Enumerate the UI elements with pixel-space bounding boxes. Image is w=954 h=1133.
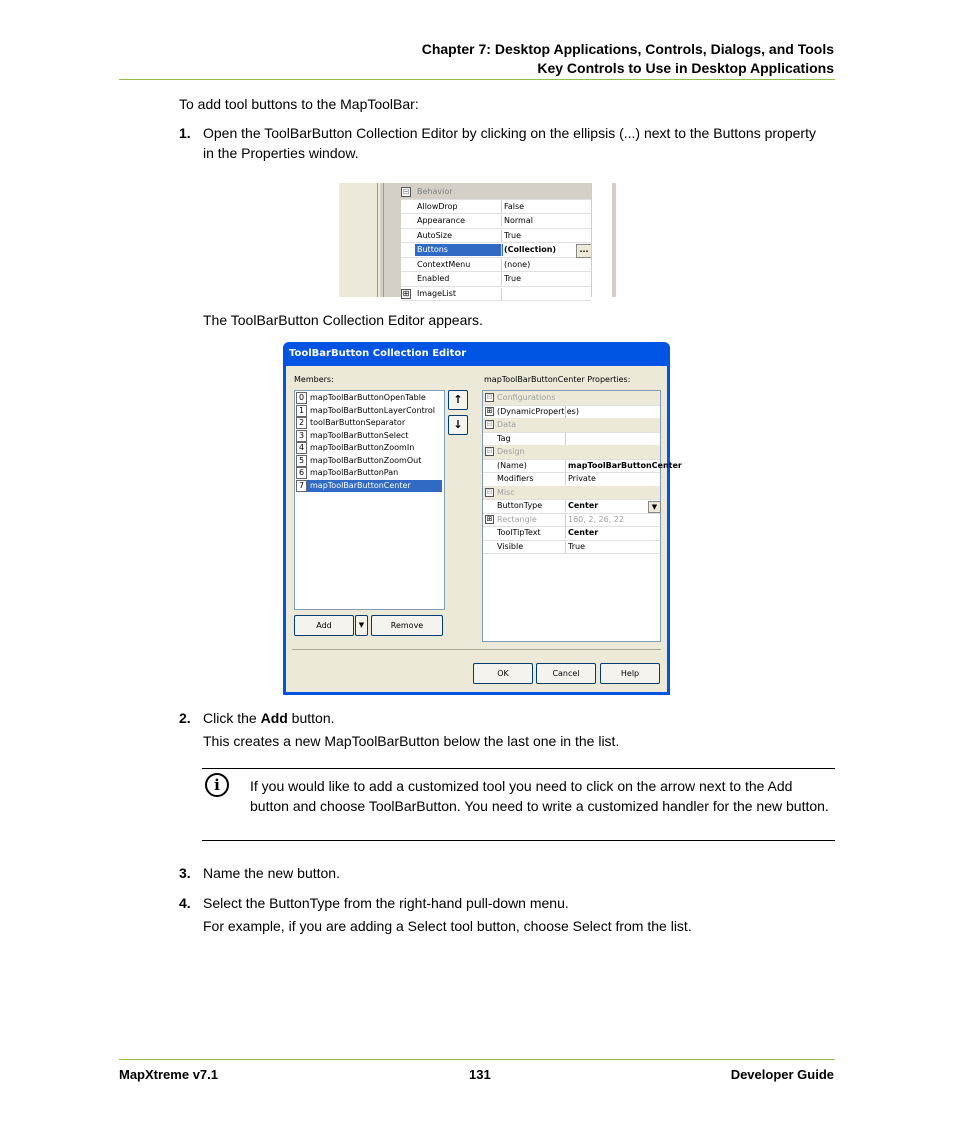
- list-item[interactable]: [296, 430, 442, 443]
- member-properties-grid[interactable]: [482, 390, 682, 642]
- property-value[interactable]: mapToolBarButtonCenter: [565, 460, 662, 472]
- property-row[interactable]: [483, 540, 660, 555]
- property-value[interactable]: (none): [501, 259, 592, 271]
- member-index: 3: [296, 430, 307, 442]
- property-key: ToolTipText: [497, 528, 541, 537]
- property-key: Modifiers: [497, 474, 534, 483]
- property-value[interactable]: [565, 433, 662, 445]
- members-list[interactable]: [294, 390, 445, 610]
- step-4-text: Select the ButtonType from the right-hand pull-down menu.: [203, 895, 569, 911]
- property-key: AutoSize: [417, 230, 452, 240]
- property-value: 160, 2, 26, 22: [565, 514, 662, 526]
- property-row[interactable]: [483, 472, 660, 487]
- property-row[interactable]: [483, 513, 660, 528]
- chapter-title: Chapter 7: Desktop Applications, Controls, Dialogs, and Tools: [421, 41, 834, 57]
- header-rule: [119, 79, 835, 80]
- step-4-number: 4.: [179, 895, 191, 911]
- properties-window-screenshot: [339, 183, 616, 297]
- step-1-number: 1.: [179, 125, 191, 141]
- property-key: Tag: [497, 433, 511, 443]
- member-index: 2: [296, 417, 307, 429]
- list-item[interactable]: [296, 405, 442, 418]
- collapse-icon[interactable]: ⊟: [486, 487, 493, 496]
- property-key: ContextMenu: [417, 259, 471, 269]
- property-value[interactable]: [565, 406, 662, 418]
- member-name: toolBarButtonSeparator: [310, 418, 406, 427]
- property-key: Misc: [497, 487, 515, 497]
- member-index: 1: [296, 405, 307, 417]
- property-key: Rectangle: [497, 514, 537, 524]
- chevron-down-icon[interactable]: ▼: [648, 501, 661, 513]
- property-value[interactable]: [501, 244, 592, 256]
- property-key: Design: [497, 447, 525, 456]
- property-key: Visible: [497, 541, 524, 551]
- editor-appears-text: The ToolBarButton Collection Editor appears.: [203, 312, 483, 328]
- note-bottom-rule: [202, 840, 835, 841]
- panel-divider: [383, 183, 384, 297]
- list-item[interactable]: [296, 467, 442, 480]
- property-key: Buttons: [415, 244, 503, 256]
- member-index: 5: [296, 455, 307, 467]
- arrow-down-icon: ↓: [453, 418, 463, 431]
- footer-rule: [119, 1059, 835, 1060]
- intro-text: To add tool buttons to the MapToolBar:: [179, 96, 419, 112]
- step-2-number: 2.: [179, 710, 191, 726]
- collapse-icon[interactable]: ⊟: [402, 187, 410, 196]
- property-row-contextmenu[interactable]: [401, 258, 591, 273]
- member-name: mapToolBarButtonPan: [310, 468, 399, 477]
- collapse-icon[interactable]: ⊟: [486, 420, 493, 428]
- collapse-icon[interactable]: ⊟: [486, 393, 493, 401]
- step-2-bold: Add: [260, 710, 288, 726]
- property-category-configurations[interactable]: [483, 391, 660, 406]
- step-2-post: button.: [287, 710, 335, 726]
- note-text: If you would like to add a customized tool you need to click on the arrow next to the Add button and choose ToolBarButton. You need to write a customized handler for the new button.: [250, 778, 829, 814]
- property-value[interactable]: False: [501, 201, 592, 213]
- add-dropdown-button[interactable]: [355, 615, 368, 636]
- properties-label: mapToolBarButtonCenter Properties:: [484, 375, 631, 384]
- properties-scrollbar[interactable]: [591, 183, 612, 297]
- list-item[interactable]: [296, 442, 442, 455]
- ellipsis-button[interactable]: ...: [576, 244, 592, 258]
- property-value[interactable]: Private: [565, 473, 662, 485]
- member-index: 6: [296, 467, 307, 479]
- dialog-separator: [292, 649, 661, 650]
- properties-left-panel: [339, 183, 380, 297]
- step-2-text: [203, 708, 335, 728]
- move-up-button[interactable]: [448, 390, 468, 410]
- chevron-down-icon: ▼: [358, 621, 365, 629]
- step-4-subtext: For example, if you are adding a Select tool button, choose Select from the list.: [203, 918, 692, 934]
- property-row-buttontype[interactable]: [483, 499, 660, 514]
- property-row-allowdrop[interactable]: [401, 200, 591, 215]
- page-number: 131: [469, 1067, 491, 1082]
- property-category-data[interactable]: [483, 418, 660, 433]
- footer-guide: Developer Guide: [730, 1067, 834, 1082]
- property-row-autosize[interactable]: [401, 229, 591, 244]
- collapse-icon[interactable]: ⊟: [486, 447, 493, 455]
- step-3-number: 3.: [179, 865, 191, 881]
- buttontype-value: Center: [568, 501, 599, 510]
- list-item[interactable]: [296, 417, 442, 430]
- members-label: Members:: [294, 375, 334, 384]
- property-category-design[interactable]: [483, 445, 660, 460]
- member-index: 7: [296, 480, 307, 492]
- property-key: AllowDrop: [417, 201, 458, 211]
- property-value[interactable]: True: [565, 541, 662, 553]
- member-name: mapToolBarButtonZoomOut: [310, 455, 422, 465]
- property-row[interactable]: [483, 459, 682, 474]
- step-2-pre: Click the: [203, 710, 261, 726]
- collection-editor-dialog: [283, 342, 682, 695]
- property-category-behavior[interactable]: [401, 185, 591, 200]
- ok-button[interactable]: OK: [473, 663, 533, 684]
- property-value[interactable]: True: [501, 273, 592, 285]
- member-index: 4: [296, 442, 307, 454]
- step-3-text: Name the new button.: [203, 865, 340, 881]
- member-name: mapToolBarButtonSelect: [310, 430, 409, 440]
- dialog-body: [286, 366, 682, 692]
- list-item[interactable]: [296, 455, 442, 468]
- property-value[interactable]: True: [501, 230, 592, 242]
- property-key: (DynamicProperties): [497, 406, 579, 416]
- note-top-rule: [202, 768, 835, 769]
- member-name: mapToolBarButtonOpenTable: [310, 393, 426, 402]
- property-key: Behavior: [417, 187, 453, 196]
- property-value[interactable]: [501, 288, 592, 300]
- expand-icon[interactable]: ⊞: [486, 514, 493, 523]
- section-title: Key Controls to Use in Desktop Applications: [537, 60, 834, 76]
- remove-button[interactable]: Remove: [371, 615, 443, 636]
- member-name: mapToolBarButtonCenter: [310, 480, 411, 490]
- list-item-selected[interactable]: [296, 480, 442, 493]
- footer-product: MapXtreme v7.1: [119, 1067, 218, 1082]
- property-key: (Name): [497, 460, 527, 470]
- member-name: mapToolBarButtonLayerControl: [310, 405, 436, 415]
- property-key: Enabled: [417, 274, 450, 283]
- property-category-misc[interactable]: [483, 486, 660, 501]
- property-key: Configurations: [497, 393, 556, 402]
- property-row[interactable]: [483, 405, 660, 420]
- step-1-text: Open the ToolBarButton Collection Editor by clicking on the ellipsis (...) next to the Buttons property in the Properties window.: [203, 125, 816, 161]
- move-down-button[interactable]: [448, 415, 468, 435]
- list-item[interactable]: [296, 392, 442, 405]
- property-value[interactable]: Normal: [501, 215, 592, 227]
- property-row-enabled[interactable]: [401, 272, 591, 287]
- add-button[interactable]: Add: [294, 615, 354, 636]
- property-row[interactable]: [483, 526, 660, 541]
- member-name: mapToolBarButtonZoomIn: [310, 443, 415, 452]
- property-key: ImageList: [417, 288, 457, 298]
- buttons-collection-value: (Collection): [504, 245, 557, 254]
- expand-icon[interactable]: ⊞: [402, 288, 410, 298]
- dialog-title: ToolBarButton Collection Editor: [289, 348, 467, 359]
- expand-icon[interactable]: ⊞: [486, 406, 493, 415]
- cancel-button[interactable]: Cancel: [536, 663, 596, 684]
- property-row-imagelist[interactable]: [401, 287, 591, 302]
- member-index: 0: [296, 392, 307, 404]
- property-value[interactable]: Center: [565, 527, 662, 539]
- arrow-up-icon: ↑: [453, 393, 463, 406]
- panel-divider: [377, 183, 378, 297]
- buttontype-select[interactable]: [565, 500, 662, 512]
- properties-grid: [401, 185, 591, 301]
- property-key: Appearance: [417, 216, 466, 225]
- property-row[interactable]: [483, 432, 660, 447]
- info-icon: i: [205, 773, 229, 797]
- property-key: ButtonType: [497, 501, 543, 510]
- help-button[interactable]: Help: [600, 663, 660, 684]
- property-key: Data: [497, 420, 517, 429]
- property-row-buttons[interactable]: [401, 243, 591, 258]
- step-2-subtext: This creates a new MapToolBarButton below the last one in the list.: [203, 733, 620, 749]
- property-row-appearance[interactable]: [401, 214, 591, 229]
